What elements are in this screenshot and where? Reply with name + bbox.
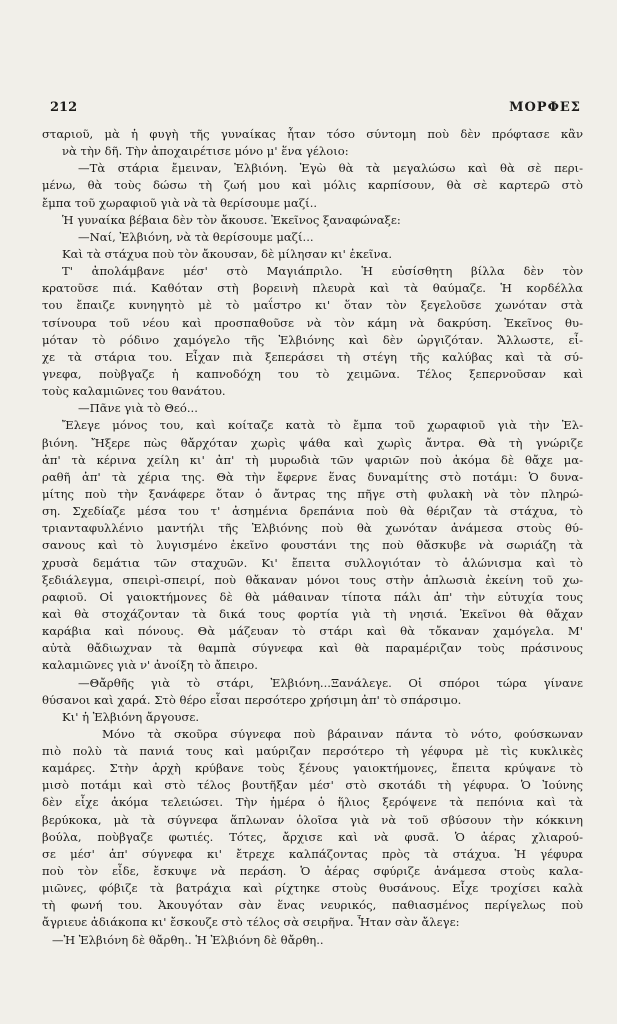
text-line: —Ἡ Ἐλβιόνη δὲ θἄρθη.. Ἡ Ἐλβιόνη δὲ θἄρθη.. xyxy=(52,932,324,947)
text-line: βούλα, ποὺβγαζε φωτιές. Τότες, ἄρχισε καὶ νὰ φυσᾶ. Ὁ ἀέρας χλιαρού- xyxy=(42,829,583,844)
text-line: Μόνο τὰ σκοῦρα σύγνεφα ποὺ βάραιναν πάντα τὸ νότο, φούσκωναν xyxy=(102,726,583,741)
text-line: νὰ τὴν δῆ. Τὴν ἀποχαιρέτισε μόνο μ' ἕνα γέλοιο: xyxy=(62,144,349,159)
text-line: τοὺς καλαμιῶνες του θανάτου. xyxy=(42,384,226,399)
text-line: σανους καὶ τὸ λυγισμένο ἐκεῖνο φουστάνι της ποὺ θἄσκυβε νὰ σωριάζη τὰ xyxy=(42,538,583,553)
text-line: μίτης ποὺ τὴν ξανάφερε ὅταν ὁ ἄντρας της πῆγε στὴ φυλακὴ νὰ τὸν πληρώ- xyxy=(42,486,583,501)
text-line: ση. Σχεδίαζε μέσα του τ' ἀσημένια δρεπάνια ποὺ θὰ θέριζαν τὰ στάχυα, τὸ xyxy=(42,504,583,519)
text-line: σε μέσ' ἀπ' σύγνεφα κι' ἔτρεχε καλπάζοντας πρὸς τὰ στάχυα. Ἡ γέφυρα xyxy=(42,846,583,861)
text-line: τριανταφυλλένιο μαντήλι τῆς Ἐλβιόνης ποὺ θὰ χωνόταν ἀνάμεσα στοὺς θύ- xyxy=(42,521,583,536)
text-line: —Πᾶνε γιὰ τὸ Θεό... xyxy=(78,401,198,416)
text-line: μιῶνες, φόβιζε τὰ βατράχια καὶ ρίχτηκε στοὺς θυσάνους. Εἶχε τροχίσει καλὰ xyxy=(42,881,583,896)
text-line: γνεφα, ποὺβγαζε ἡ καπνοδόχη του τὸ χειμῶνα. Τέλος ξεπερνοῦσαν καὶ xyxy=(42,366,583,381)
text-line: ξεδιάλεγμα, σπειρὶ-σπειρί, ποὺ θἄκαναν μόνοι τους στὴν ἁπλωσιὰ ἐκείνη τοῦ χω- xyxy=(42,572,583,587)
text-line: κρατοῦσε πιά. Καθόταν στὴ βορεινὴ πλευρὰ καὶ τὰ θαύμαζε. Ἡ κορδέλλα xyxy=(42,281,583,296)
text-line: Ἡ γυναίκα βέβαια δὲν τὸν ἄκουσε. Ἐκεῖνος ξαναφώναξε: xyxy=(62,212,401,227)
text-line: πιὸ πολὺ τὰ πανιά τους καὶ μαύριζαν περσότερο τὴ γέφυρα μὲ τὶς κυκλικὲς xyxy=(42,744,583,759)
text-line: καράβια καὶ πόνους. Θὰ μάζευαν τὸ στάρι καὶ θὰ τὄκαναν χαμόγελα. Μ' xyxy=(42,624,583,639)
body-text xyxy=(42,126,583,949)
text-line: Καὶ τὰ στάχυα ποὺ τὸν ἄκουσαν, δὲ μίλησαν κι' ἐκεῖνα. xyxy=(62,246,393,261)
text-line: δὲν εἶχε ἀκόμα τελειώσει. Τὴν ἡμέρα ὁ ἥλιος ξερόψενε τὰ πεπόνια καὶ τὰ xyxy=(42,795,583,810)
text-line: ἔμπα τοῦ χωραφιοῦ γιὰ νὰ τὰ θερίσουμε μαζί.. xyxy=(42,195,318,210)
text-line: τὴ φωνή του. Ἀκουγόταν σὰν ἕνας νευρικός, παθιασμένος περίγελως ποὺ xyxy=(42,898,583,913)
text-line: Ἔλεγε μόνος του, καὶ κοίταζε κατὰ τὸ ἔμπα τοῦ χωραφιοῦ γιὰ τὴν Ἐλ- xyxy=(62,418,583,433)
text-line: χε τὰ στάρια του. Εἶχαν πιὰ ξεπεράσει τὴ στέγη τῆς καλύβας καὶ τὰ σύ- xyxy=(42,349,583,364)
text-line: μόταν τὸ ρόδινο χαμόγελο τῆς Ἐλβιόνης καὶ δὲν ὠργιζόταν. Ἄλλωστε, εἶ- xyxy=(42,332,583,347)
text-line: βερύκοκα, μὰ τὰ σύγνεφα ἅπλωναν ὁλοῖσα γιὰ νὰ τοῦ σβύσουν τὴν κόκκινη xyxy=(42,812,583,827)
text-line: ραθῆ ἀπ' τὰ χέρια της. Θὰ τὴν ἔφερνε ἕνας δυναμίτης στὸ ποτάμι: Ὁ δυνα- xyxy=(42,469,583,484)
text-line: του ἔπαιζε κυνηγητὸ μὲ τὸ μαΐστρο κι' ὅταν τὸν ξεγελοῦσε χωνόταν στὰ xyxy=(42,298,583,313)
text-line: ραφιοῦ. Οἱ γαιοκτήμονες δὲ θὰ μάθαιναν τίποτα πάλι ἀπ' τὴν εὐτυχία τους xyxy=(42,589,583,604)
text-line: τσίνουρα τοῦ νέου καὶ προσπαθοῦσε νὰ τὸν κάμη νὰ δακρύση. Ἐκεῖνος θυ- xyxy=(42,315,583,330)
page-number: 212 xyxy=(50,100,78,115)
text-line: μισὸ ποτάμι καὶ στὸ τέλος βουτῆξαν μέσ' στὸ σκοτάδι τὴ γέφυρα. Ὁ Ἰούνης xyxy=(42,778,583,793)
running-title: ΜΟΡΦΕΣ xyxy=(509,100,581,115)
text-line: βιόνη. Ἤξερε πὼς θἄρχόταν χωρὶς ψάθα καὶ χωρὶς ἄντρα. Θὰ τὴ γνώριζε xyxy=(42,435,583,450)
text-line: ἄγριευε ἀδιάκοπα κι' ἔσκουζε στὸ τέλος σὰ σειρῆνα. Ἦταν σὰν ἄλεγε: xyxy=(42,915,460,930)
text-line: καλαμιῶνες γιὰ ν' ἀνοίξη τὸ ἄπειρο. xyxy=(42,658,258,673)
text-line: χρυσὰ δεμάτια τῶν σταχυῶν. Κι' ἔπειτα συλλογιόταν τὸ ἁλώνισμα καὶ τὸ xyxy=(42,555,583,570)
text-line: —Τὰ στάρια ἔμειναν, Ἐλβιόνη. Ἐγὼ θὰ τὰ μεγαλώσω καὶ θὰ σὲ περι- xyxy=(78,161,583,176)
text-line: θύσανοι καὶ χαρά. Στὸ θέρο εἶσαι περσότερο χρήσιμη ἀπ' τὸ σπάρσιμο. xyxy=(42,692,462,707)
text-line: ἀπ' τὰ κέρινα χείλη κι' ἀπ' τὴ μυρωδιὰ τῶν ψαριῶν ποὺ ἀκόμα δὲ θἄχε μα- xyxy=(42,452,583,467)
text-line: σταριοῦ, μὰ ἡ φυγὴ τῆς γυναίκας ἦταν τόσο σύντομη ποὺ δὲν πρόφτασε κἂν xyxy=(42,127,583,141)
text-line: καὶ θὰ στοχάζονταν τὰ δικά τους φορτία γιὰ τὴ νησιά. Ἐκεῖνοι θὰ θἄχαν xyxy=(42,606,583,621)
text-line: Κι' ἡ Ἐλβιόνη ἄργουσε. xyxy=(62,709,200,724)
text-line: αὐτὰ θἄδιωχναν τὰ θαμπὰ σύγνεφα καὶ θὰ παραμέριζαν τοὺς πράσινους xyxy=(42,641,583,656)
text-line: Τ' ἀπολάμβανε μέσ' στὸ Μαγιάπριλο. Ἡ εὐσίσθητη βίλλα δὲν τὸν xyxy=(62,264,583,279)
text-line: καμάρες. Στὴν ἀρχὴ κρύβανε τοὺς ξένους γαιοκτήμονες, ἔπειτα κρύψανε τὸ xyxy=(42,761,583,776)
page-header xyxy=(50,100,581,122)
text-line: μένω, θὰ τοὺς δώσω τὴ ζωή μου καὶ μόλις καρπίσουν, θὰ σὲ καρτερῶ στὸ xyxy=(42,178,583,193)
text-line: —Ναί, Ἐλβιόνη, νὰ τὰ θερίσουμε μαζί... xyxy=(78,229,314,244)
text-line: ποὺ τὸν εἶδε, ἔσκυψε νὰ περάση. Ὁ ἀέρας σφύριζε ἀνάμεσα στοὺς καλα- xyxy=(42,864,583,879)
text-line: —Θἄρθῆς γιὰ τὸ στάρι, Ἐλβιόνη...Ξανάλεγε. Οἱ σπόροι τώρα γίνανε xyxy=(78,675,583,690)
